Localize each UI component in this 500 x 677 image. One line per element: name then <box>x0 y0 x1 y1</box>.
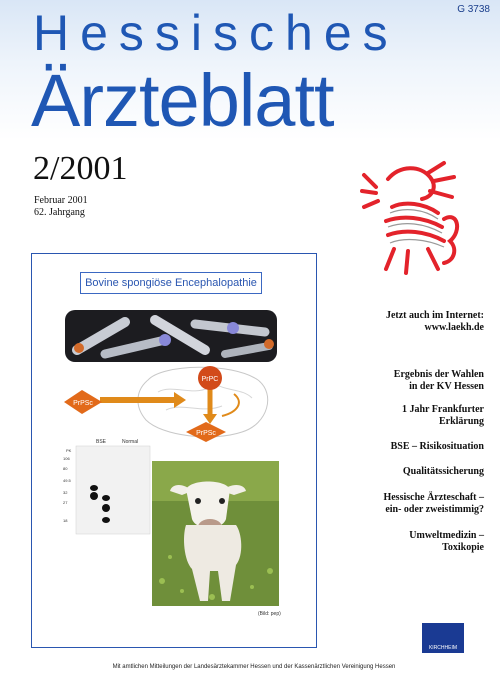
toc-item-line1: Ergebnis der Wahlen <box>393 369 484 380</box>
toc-item[interactable] <box>324 441 484 453</box>
issue-number: 2/2001 <box>33 150 128 187</box>
issue-volume: 62. Jahrgang <box>34 207 85 218</box>
prpsc-label-right: PrPSc <box>196 430 216 437</box>
photo-credit: (Bild: pep) <box>258 611 281 617</box>
blot-bse-label: BSE <box>96 439 107 445</box>
toc-item[interactable] <box>324 466 484 478</box>
toc-item-line1: 1 Jahr Frankfurter <box>401 404 484 415</box>
blot-marker: 80 <box>63 466 68 471</box>
internet-notice-line1: Jetzt auch im Internet: <box>385 310 484 321</box>
toc-item-line2: Toxikopie <box>442 542 484 553</box>
blot-marker: 32 <box>63 490 68 495</box>
toc-item-line1: Qualitätssicherung <box>402 466 484 477</box>
prpc-label: PrPC <box>201 376 219 383</box>
feature-title: Bovine spongiöse Encephalopathie <box>80 272 262 294</box>
blot-marker: 49.5 <box>63 478 71 483</box>
western-blot-image <box>62 436 152 536</box>
blot-marker: 106 <box>63 456 70 461</box>
blot-pk-label: PK <box>66 448 72 453</box>
prpsc-label-left: PrPSc <box>73 400 93 407</box>
publisher-logo-text: KIRCHHEIM <box>428 645 458 651</box>
footer-note: Mit amtlichen Mitteilungen der Landesärztekammer Hessen und der Kassenärztlichen Vereinigung Hessen <box>112 664 396 670</box>
hessian-lion-crest-icon <box>358 157 470 277</box>
toc-item-line1: Umweltmedizin – <box>409 530 484 541</box>
prion-conversion-diagram <box>62 362 292 442</box>
toc-item-line1: Hessische Ärzteschaft – <box>383 492 484 503</box>
toc-item-line1: BSE – Risikosituation <box>390 441 484 452</box>
masthead-line-1: Hessisches <box>33 5 399 61</box>
internet-notice <box>324 310 484 334</box>
blot-marker: 27 <box>63 500 68 505</box>
cow-photo <box>152 461 279 606</box>
toc-item[interactable] <box>324 404 484 428</box>
toc-item-line2: in der KV Hessen <box>409 381 484 392</box>
toc-item[interactable] <box>324 492 484 516</box>
blot-marker: 18 <box>63 518 68 523</box>
masthead-line-2: Ärzteblatt <box>31 59 334 142</box>
issn-number: G 3738 <box>457 4 490 15</box>
internet-url[interactable]: www.laekh.de <box>424 322 484 333</box>
toc-item-line2: ein- oder zweistimmig? <box>385 504 484 515</box>
toc-item-line2: Erklärung <box>438 416 484 427</box>
issue-date: Februar 2001 <box>34 195 88 206</box>
publisher-logo <box>422 623 464 653</box>
blot-normal-label: Normal <box>122 439 139 445</box>
toc-item[interactable] <box>324 369 484 393</box>
protein-molecule-illustration <box>65 310 277 362</box>
toc-item[interactable] <box>324 530 484 554</box>
